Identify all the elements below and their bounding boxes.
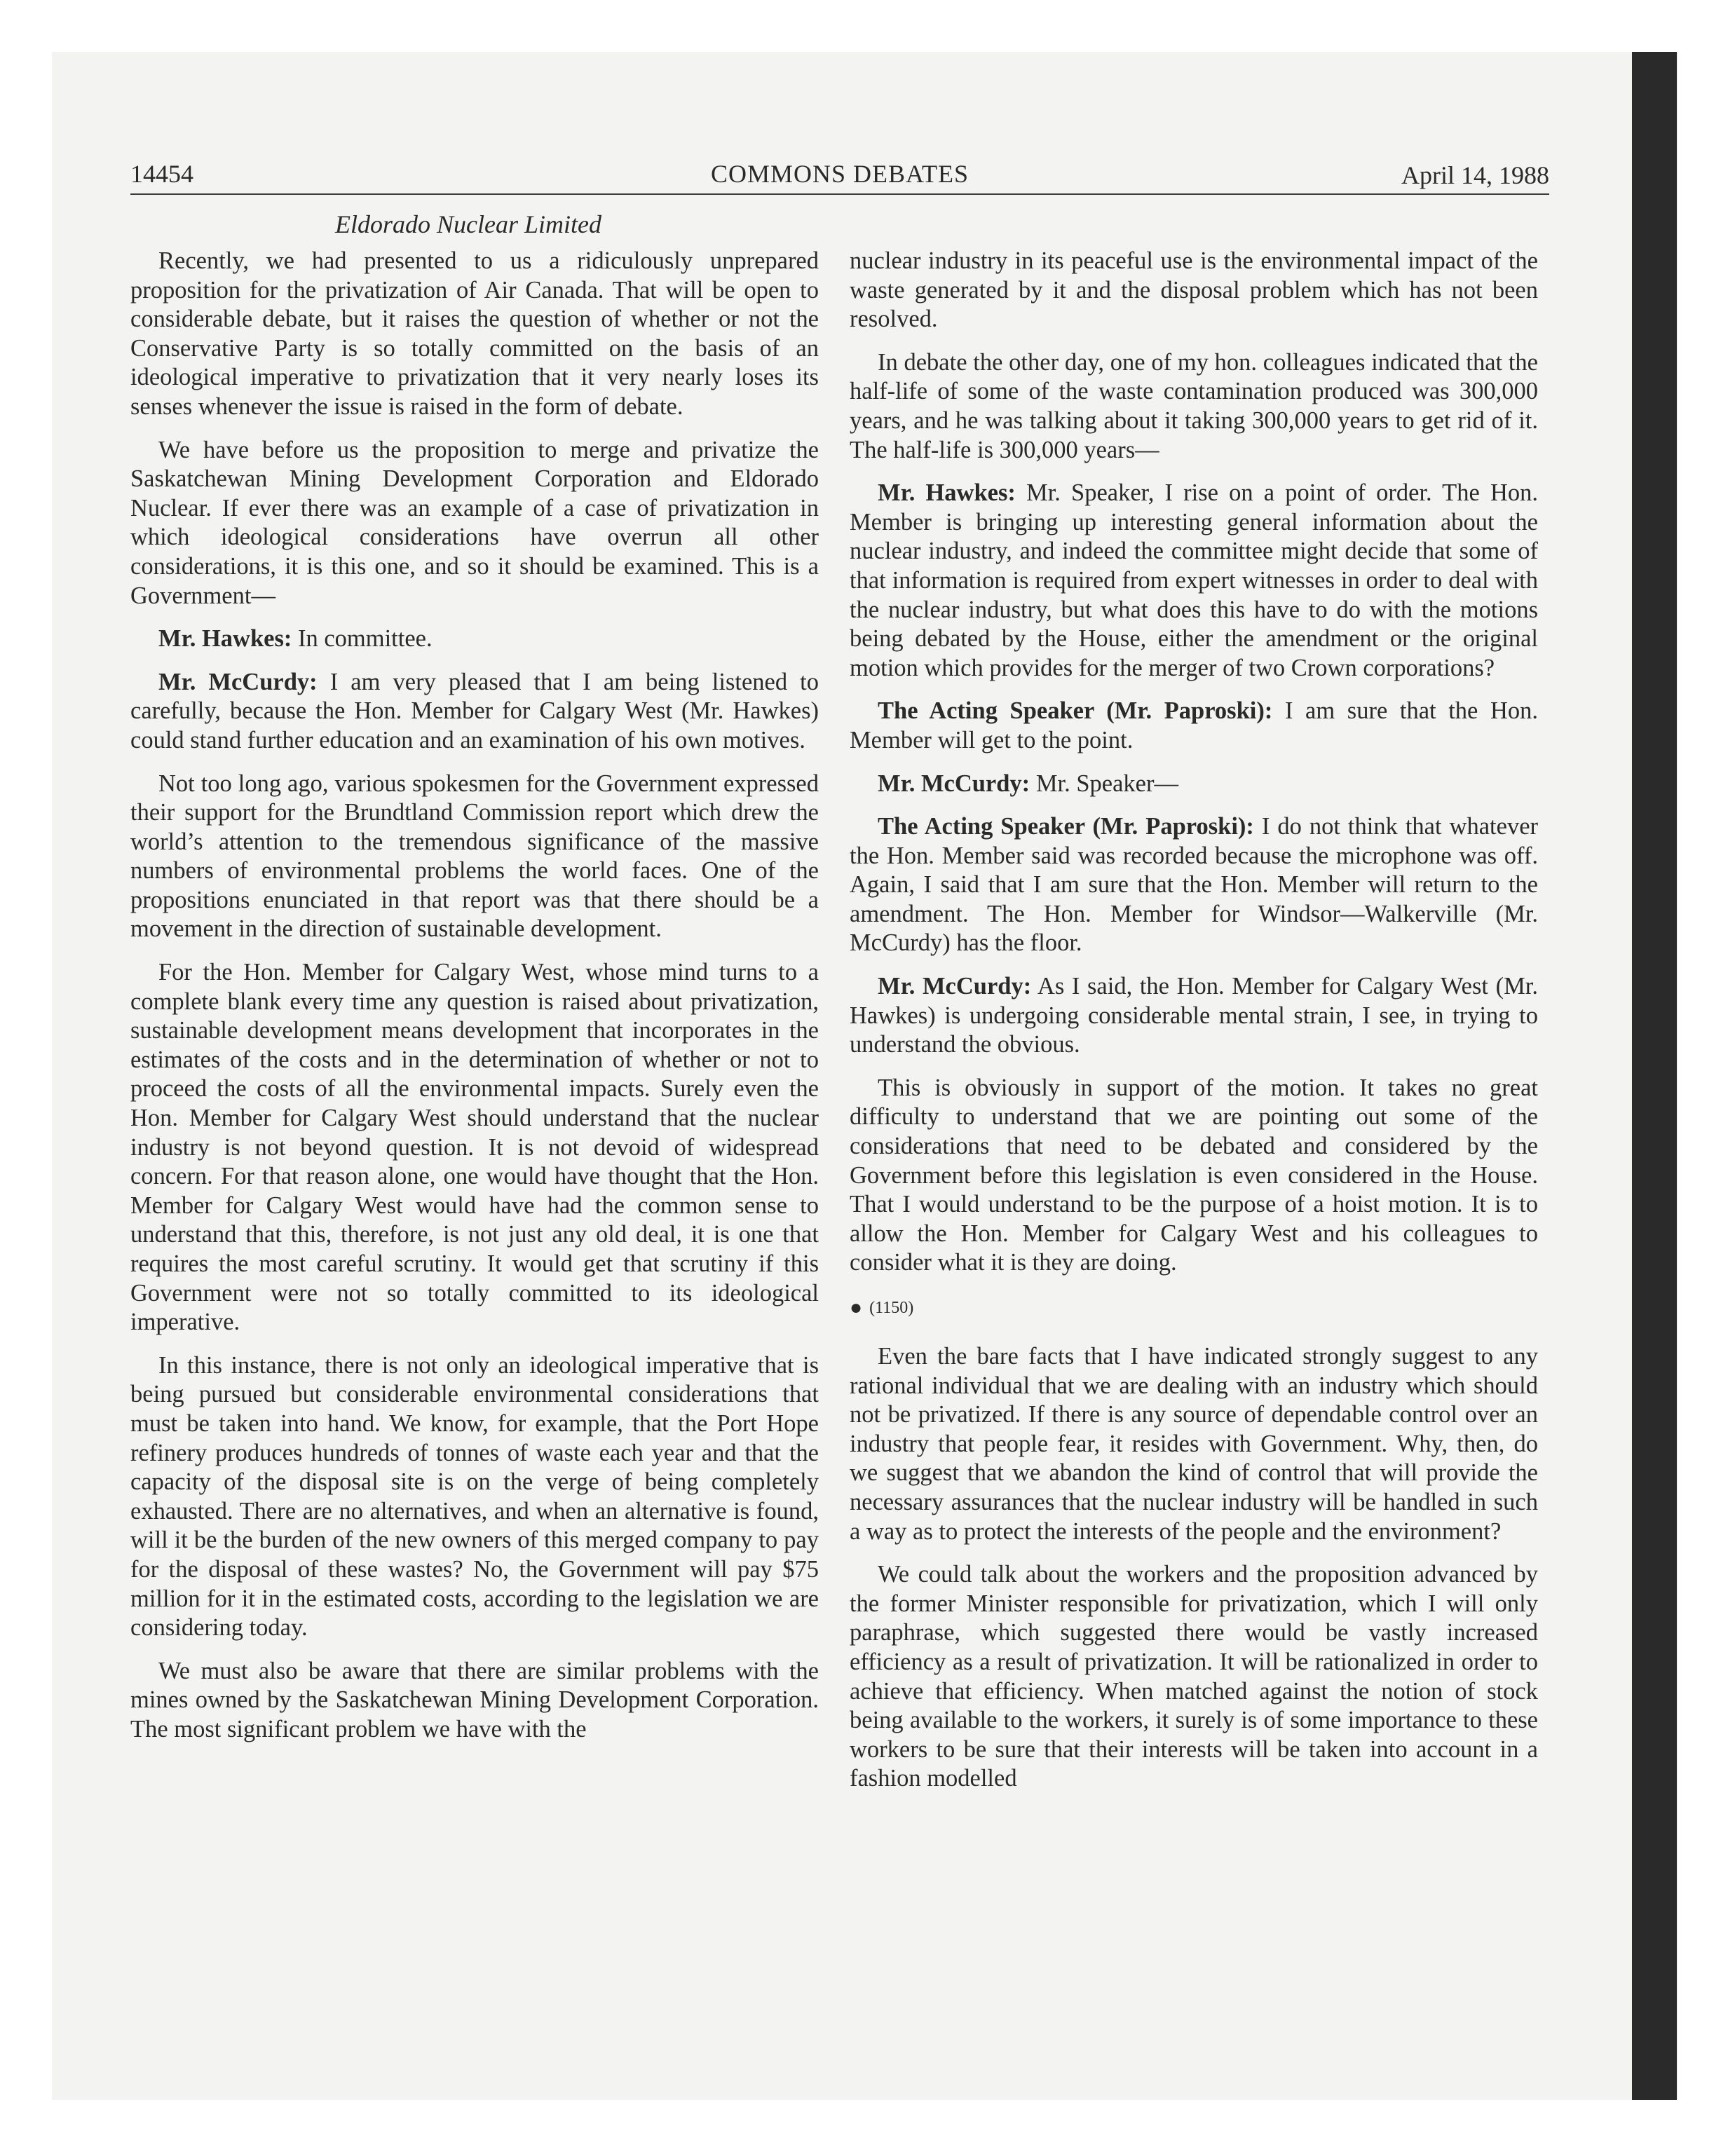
time-marker	[850, 1297, 1538, 1318]
section-title: Eldorado Nuclear Limited	[335, 210, 601, 238]
speech-text: I do not think that whatever the Hon. Member said was recorded because the microphone was off. Again, I said that I am sure that the Hon. Member will return to the amendment. The Hon. Member for Windsor—Walkerville (Mr. McCurdy) has the floor.	[850, 813, 1538, 957]
paragraph: We could talk about the workers and the proposition advanced by the former Minister responsible for privatization, which I will only paraphrase, which suggested there would be vastly increased efficiency as a result of privatization. It will be rationalized in order to achieve that efficiency. When matched against the notion of stock being available to the workers, it surely is of some importance to these workers to be sure that their interests will be taken into account in a fashion modelled	[850, 1561, 1538, 1792]
speech-text: I am sure that the Hon. Member will get to the point.	[850, 697, 1538, 753]
speaker-name: The Acting Speaker (Mr. Paproski):	[878, 697, 1273, 725]
speech-text: Mr. Speaker, I rise on a point of order. The Hon. Member is bringing up interesting general information about the nuclear industry, and indeed the committee might decide that some of that information is required from expert witnesses in order to deal with the nuclear industry, but what does this have to do with the motions being debated by the House, either the amendment or the original motion which provides for the merger of two Crown corporations?	[850, 479, 1538, 681]
paragraph: We have before us the proposition to merge and privatize the Saskatchewan Mining Development Corporation and Eldorado Nuclear. If ever there was an example of a case of privatization in which ideological considerations have overrun all other considerations, it is this one, and so it should be examined. This is a Government—	[130, 436, 819, 609]
time-marker-label: (1150)	[869, 1299, 914, 1317]
speaker-name: Mr. Hawkes:	[878, 479, 1016, 507]
publication-title: COMMONS DEBATES	[710, 160, 969, 188]
speech-paragraph	[850, 770, 1538, 799]
speech-paragraph	[850, 972, 1538, 1060]
speaker-name: Mr. Hawkes:	[158, 625, 292, 653]
bullet-icon: ●	[850, 1296, 863, 1319]
speaker-name: Mr. McCurdy:	[878, 973, 1032, 1000]
page-number: 14454	[130, 160, 193, 188]
speech-text: I am very pleased that I am being listened to carefully, because the Hon. Member for Calgary West (Mr. Hawkes) could stand further education and an examination of his own motives.	[130, 668, 819, 753]
paragraph: Recently, we had presented to us a ridiculously unprepared proposition for the privatization of Air Canada. That will be open to considerable debate, but it raises the question of whether or not the Conservative Party is so totally committed on the basis of an ideological imperative to privatization that it very nearly loses its senses whenever the issue is raised in the form of debate.	[130, 247, 819, 420]
speaker-name: Mr. McCurdy:	[878, 770, 1030, 797]
paragraph: For the Hon. Member for Calgary West, whose mind turns to a complete blank every time any question is raised about privatization, sustainable development means development that incorporates in the estimates of the costs and in the determination of whether or not to proceed the costs of all the environmental impacts. Surely even the Hon. Member for Calgary West should understand that the nuclear industry is not beyond question. It is not devoid of widespread concern. For that reason alone, one would have thought that the Hon. Member for Calgary West would have had the common sense to understand that this, therefore, is not just any old deal, it is one that requires the most careful scrutiny. It would get that scrutiny if this Government were not so totally committed to its ideological imperative.	[130, 959, 819, 1336]
speech-paragraph	[850, 479, 1538, 683]
speech-text: In committee.	[298, 625, 433, 653]
speech-paragraph	[850, 697, 1538, 755]
paragraph: Even the bare facts that I have indicated strongly suggest to any rational individual that we are dealing with an industry which should not be privatized. If there is any source of dependable control over an industry that people fear, it resides with Government. Why, then, do we suggest that we abandon the kind of control that will provide the necessary assurances that the nuclear industry will be handled in such a way as to protect the interests of the people and the environment?	[850, 1343, 1538, 1545]
speaker-name: Mr. McCurdy:	[158, 668, 318, 695]
left-column	[130, 247, 819, 1759]
paragraph: This is obviously in support of the motion. It takes no great difficulty to understand that we are pointing out some of the considerations that need to be debated and considered by the Government before this legislation is even considered in the House. That I would understand to be the purpose of a hoist motion. It is to allow the Hon. Member for Calgary West and his colleagues to consider what it is they are doing.	[850, 1074, 1538, 1276]
right-column	[850, 247, 1538, 1808]
page-header	[130, 158, 1549, 195]
paragraph: Not too long ago, various spokesmen for the Government expressed their support for the Brundtland Commission report which drew the world’s attention to the tremendous significance of the massive numbers of environmental problems the world faces. One of the propositions enunciated in that report was that there should be a movement in the direction of sustainable development.	[130, 770, 819, 943]
paragraph-continued: nuclear industry in its peaceful use is the environmental impact of the waste generated by it and the disposal problem which has not been resolved.	[850, 247, 1538, 333]
speech-paragraph	[850, 812, 1538, 958]
paragraph: In this instance, there is not only an ideological imperative that is being pursued but considerable environmental considerations that must be taken into hand. We know, for example, that the Port Hope refinery produces hundreds of tonnes of waste each year and that the capacity of the disposal site is on the verge of being completely exhausted. There are no alternatives, and when an alternative is found, will it be the burden of the new owners of this merged company to pay for the disposal of these wastes? No, the Government will pay $75 million for it in the estimated costs, according to the legislation we are considering today.	[130, 1351, 819, 1642]
paragraph: In debate the other day, one of my hon. colleagues indicated that the half-life of some of the waste contamination produced was 300,000 years, and he was talking about it taking 300,000 years to get rid of it. The half-life is 300,000 years—	[850, 348, 1538, 463]
page-date: April 14, 1988	[1401, 161, 1549, 189]
speech-paragraph	[130, 668, 819, 756]
speech-paragraph	[130, 625, 819, 654]
speech-text: As I said, the Hon. Member for Calgary West (Mr. Hawkes) is undergoing considerable mental strain, I see, in trying to understand the obvious.	[850, 973, 1538, 1058]
paragraph: We must also be aware that there are similar problems with the mines owned by the Saskatchewan Mining Development Corporation. The most significant problem we have with the	[130, 1657, 819, 1742]
speech-text: Mr. Speaker—	[1035, 770, 1178, 797]
speaker-name: The Acting Speaker (Mr. Paproski):	[878, 813, 1254, 840]
scan-edge-shadow	[1632, 52, 1677, 2100]
